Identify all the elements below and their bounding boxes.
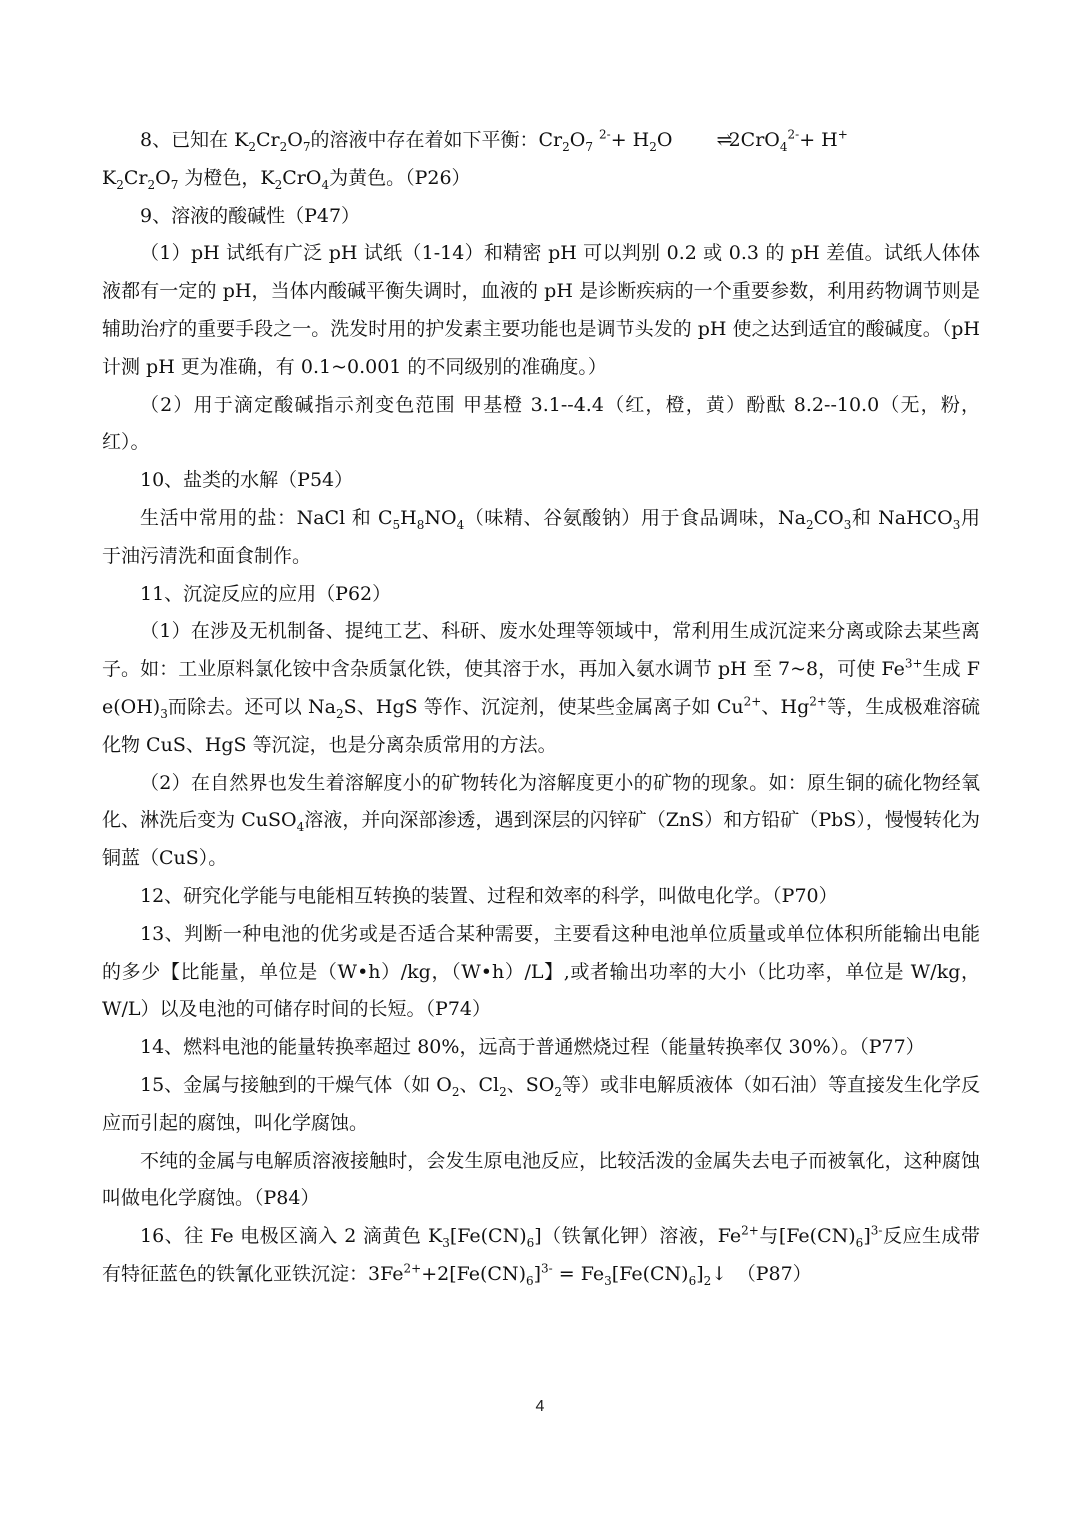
equilibrium-arrow-icon: ⇌ (716, 129, 733, 151)
item-10-body: 生活中常用的盐：NaCl 和 $C_5H_8NO_4$（味精、谷氨酸钠）用于食品调味，$Na_2CO_3$和 NaHCO$_3$用于油污清洗和面食制作。 (102, 506, 980, 567)
item-11-title: 11、沉淀反应的应用（P62） (140, 582, 392, 605)
item-10-title: 10、盐类的水解（P54） (140, 469, 354, 492)
item-11-2: （2）在自然界也发生着溶解度小的矿物转化为溶解度更小的矿物的现象。如：原生铜的硫化物经氧化、淋洗后变为 CuSO$_4$溶液，并向深部渗透，遇到深层的闪锌矿（ZnS）和方铅矿（PbS），慢慢转化为铜蓝（CuS）。 (102, 771, 980, 870)
item-16: 16、往 Fe 电极区滴入 2 滴黄色 $K_3[Fe(CN)_6]$（铁氰化钾）溶液，$Fe^{2+}$与$[Fe(CN)_6]^{3-}$反应生成带有特征蓝色的铁氰化亚铁沉淀：$3Fe^{2+}+2[Fe(CN)_6]^{3-}$ = $Fe_3[Fe(CN)_6]_2↓$ （P87） (102, 1223, 980, 1288)
item-9-title: 9、溶液的酸碱性（P47） (140, 204, 361, 227)
item-15: 15、金属与接触到的干燥气体（如 $O_2$、$Cl_2$、$SO_2$等）或非电解质液体（如石油）等直接发生化学反应而引起的腐蚀，叫化学腐蚀。 (102, 1073, 980, 1134)
item-15-2: 不纯的金属与电解质溶液接触时，会发生原电池反应，比较活泼的金属失去电子而被氧化，这种腐蚀叫做电化学腐蚀。（P84） (102, 1149, 980, 1210)
item-11-1: （1）在涉及无机制备、提纯工艺、科研、废水处理等领域中，常利用生成沉淀来分离或除去某些离子。如：工业原料氯化铵中含杂质氯化铁，使其溶于水，再加入氨水调节 pH 至 7~8，可使 $Fe^{3+}$生成 $Fe(OH)_3$而除去。还可以 $Na_2S$、HgS 等作、沉淀剂，使某些金属离子如 $Cu^{2+}$、$Hg^{2+}$等，生成极难溶硫化物 CuS、HgS 等沉淀，也是分离杂质常用的方法。 (102, 620, 980, 756)
item-13: 13、判断一种电池的优劣或是否适合某种需要，主要看这种电池单位质量或单位体积所能输出电能的多少【比能量，单位是（W•h）/kg，（W•h）/L】,或者输出功率的大小（比功率，单位是 W/kg，W/L）以及电池的可储存时间的长短。（P74） (102, 922, 980, 1021)
item-9-2: （2）用于滴定酸碱指示剂变色范围 甲基橙 3.1--4.4（红，橙，黄）酚酞 8.2--10.0（无，粉，红）。 (102, 393, 980, 454)
item-9-1: （1）pH 试纸有广泛 pH 试纸（1-14）和精密 pH 可以判别 0.2 或 0.3 的 pH 差值。试纸人体体液都有一定的 pH，当体内酸碱平衡失调时，血液的 pH 是诊断疾病的一个重要参数，利用药物调节则是辅助治疗的重要手段之一。洗发时用的护发素主要功能也是调节头发的 pH 使之达到适宜的酸碱度。（pH 计测 pH 更为准确，有 0.1~0.001 的不同级别的准确度。） (102, 242, 980, 378)
page-number: 4 (535, 1398, 545, 1415)
item-8-line2: $K_2Cr_2O_7$ 为橙色，$K_2CrO_4$为黄色。（P26） (102, 166, 471, 192)
document-body (102, 122, 980, 1294)
item-8-line1: 8、已知在 $K_2Cr_2O_7$的溶液中存在着如下平衡：$Cr_2O_7$ $^{2-}+ H_2O$ ⇌ 2CrO$_4^{2-}$+ H+ (102, 122, 980, 160)
item-12: 12、研究化学能与电能相互转换的装置、过程和效率的科学，叫做电化学。（P70） (140, 884, 838, 907)
item-14: 14、燃料电池的能量转换率超过 80%，远高于普通燃烧过程（能量转换率仅 30%）。（P77） (140, 1036, 925, 1059)
